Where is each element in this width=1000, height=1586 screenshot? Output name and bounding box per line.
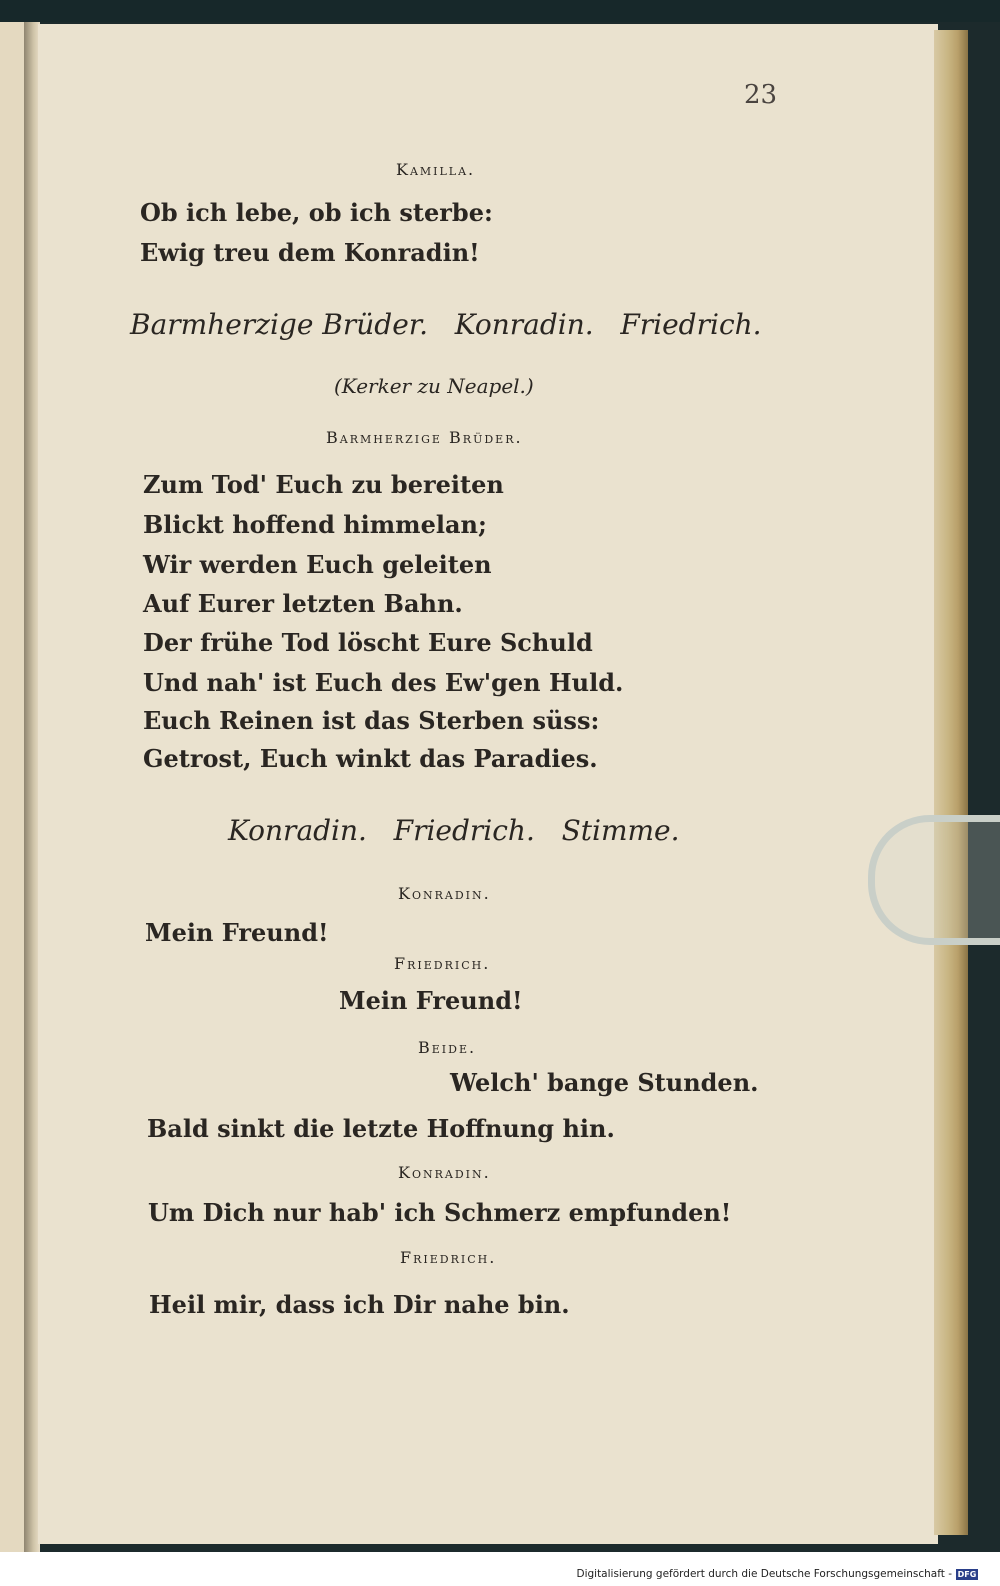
verse-line: Mein Freund! [339,986,523,1015]
speaker-barmherzige-brueder: Barmherzige Brüder. [326,428,523,447]
verse-line: Euch Reinen ist das Sterben süss: [143,706,600,735]
verse-line: Und nah' ist Euch des Ew'gen Huld. [143,668,624,697]
verse-line: Wir werden Euch geleiten [143,550,492,579]
digitization-credit: Digitalisierung gefördert durch die Deutsche Forschungsgemeinschaft - [576,1568,952,1580]
scene-heading: Barmherzige Brüder. Konradin. Friedrich. [130,308,762,341]
speaker-friedrich: Friedrich. [400,1248,497,1267]
dfg-logo: DFG [957,1570,977,1579]
verse-line: Getrost, Euch winkt das Paradies. [143,744,598,773]
verse-line: Heil mir, dass ich Dir nahe bin. [149,1290,570,1319]
verse-line: Zum Tod' Euch zu bereiten [143,470,504,499]
speaker-kamilla: Kamilla. [396,160,476,179]
speaker-beide: Beide. [418,1038,477,1057]
scan-background [0,0,1000,22]
verse-line: Welch' bange Stunden. [450,1068,759,1097]
verse-line: Mein Freund! [145,918,329,947]
verse-line: Ob ich lebe, ob ich sterbe: [140,198,493,227]
scene-heading: Konradin. Friedrich. Stimme. [228,814,680,847]
verse-line: Bald sinkt die letzte Hoffnung hin. [147,1114,615,1143]
verse-line: Auf Eurer letzten Bahn. [143,589,463,618]
speaker-konradin: Konradin. [398,884,491,903]
verse-line: Ewig treu dem Konradin! [140,238,480,267]
verse-line: Um Dich nur hab' ich Schmerz empfunden! [148,1198,732,1227]
verse-line: Blickt hoffend himmelan; [143,510,487,539]
stage-direction: (Kerker zu Neapel.) [334,374,534,398]
speaker-friedrich: Friedrich. [394,954,491,973]
verse-line: Der frühe Tod löscht Eure Schuld [143,628,593,657]
page-clip [868,815,1000,945]
page-stack-edge [934,30,968,1535]
page-number: 23 [744,80,778,110]
speaker-konradin: Konradin. [398,1163,491,1182]
